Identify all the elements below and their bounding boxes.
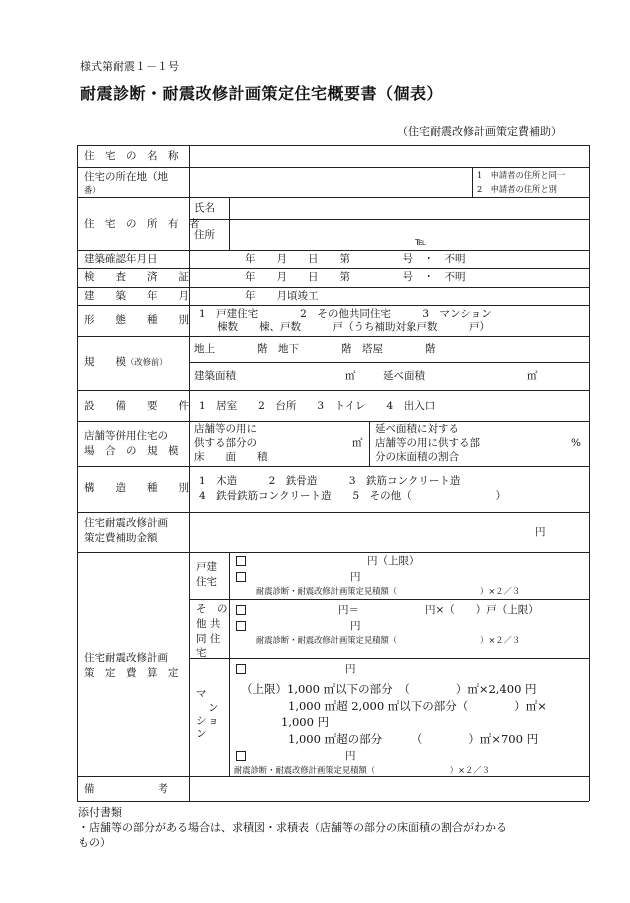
location-option-different[interactable]: 2 申請者の住所と別 bbox=[477, 184, 557, 194]
subsidy-unit: 円 bbox=[535, 526, 546, 538]
other-shared-label-1: そ の bbox=[196, 603, 228, 615]
mansion-amount-unit-2: 円 bbox=[345, 750, 356, 762]
attachments-note-2: もの） bbox=[78, 836, 111, 849]
mansion-checkbox-1[interactable] bbox=[236, 664, 246, 674]
other-shared-checkbox-1[interactable] bbox=[236, 605, 246, 615]
structure-options-1[interactable]: 1 木造 2 鉄骨造 3 鉄筋コンクリート造 bbox=[199, 475, 461, 487]
form-type-counts[interactable]: 棟数 棟、戸数 戸（うち補助対象戸数 戸） bbox=[217, 321, 490, 333]
other-shared-estimate[interactable]: 耐震診断・耐震改修計画策定見積額（ ）×２／３ bbox=[256, 635, 521, 645]
label-building-confirmation: 建築確認年月日 bbox=[84, 253, 158, 265]
shop-area-unit: ㎡ bbox=[352, 437, 363, 449]
page-title: 耐震診断・耐震改修計画策定住宅概要書（個表） bbox=[80, 84, 444, 103]
scale-floors[interactable]: 地上 階 地下 階 塔屋 階 bbox=[194, 343, 436, 355]
building-area-label: 建築面積 bbox=[194, 370, 236, 382]
building-confirmation-value[interactable]: 年 月 日 第 号 ・ 不明 bbox=[245, 253, 466, 265]
structure-options-2[interactable]: 4 鉄骨鉄筋コンクリート造 5 その他（ ） bbox=[199, 490, 507, 502]
mansion-tier-3[interactable]: 1,000 ㎡超の部分 （ ）㎡×700 円 bbox=[288, 732, 539, 746]
floor-area-unit: ㎡ bbox=[527, 370, 538, 382]
mansion-amount-unit: 円 bbox=[345, 663, 356, 675]
mansion-label-1: マ bbox=[196, 688, 207, 700]
other-shared-formula-b: 円×（ ）戸（上限） bbox=[425, 604, 539, 616]
detached-label-1: 戸建 bbox=[196, 561, 217, 573]
shop-ratio-unit: % bbox=[571, 437, 581, 449]
detached-checkbox-1[interactable] bbox=[236, 556, 246, 566]
shop-area-label-3: 床 面 積 bbox=[194, 451, 268, 463]
attachments-note: ・店舗等の部分がある場合は、求積図・求積表（店舗等の部分の床面積の割合がわかる bbox=[78, 821, 507, 834]
shop-area-label-1: 店舗等の用に bbox=[194, 423, 257, 435]
label-scale: 規 模（改修前） bbox=[84, 356, 168, 368]
form-number: 様式第耐震１－１号 bbox=[80, 60, 179, 73]
label-subsidy-1: 住宅耐震改修計画 bbox=[84, 517, 168, 529]
label-structure: 構 造 種 別 bbox=[84, 482, 189, 494]
detached-estimate[interactable]: 耐震診断・耐震改修計画策定見積額（ ）×２／３ bbox=[256, 586, 521, 596]
detached-limit: 円（上限） bbox=[367, 555, 420, 567]
mansion-label-3: シ bbox=[196, 715, 207, 727]
inspection-value[interactable]: 年 月 日 第 号 ・ 不明 bbox=[245, 271, 466, 283]
label-inspection: 検 査 済 証 bbox=[84, 271, 189, 283]
mansion-estimate[interactable]: 耐震診断・耐震改修計画策定見積額（ ）×２／３ bbox=[234, 765, 490, 775]
label-shop-combined: 店舗等併用住宅の bbox=[84, 430, 168, 442]
label-owner: 住 宅 の 所 有 者 bbox=[84, 218, 200, 230]
shop-ratio-label-1: 延べ面積に対する bbox=[375, 423, 459, 435]
mansion-label-4: ョ bbox=[208, 715, 219, 727]
other-shared-label-2: 他 共 bbox=[196, 618, 221, 630]
floor-area-label: 延べ面積 bbox=[383, 370, 425, 382]
detached-label-2: 住宅 bbox=[196, 576, 217, 588]
mansion-tier-1[interactable]: （上限）1,000 ㎡以下の部分 （ ）㎡×2,400 円 bbox=[241, 682, 537, 696]
mansion-checkbox-2[interactable] bbox=[236, 751, 246, 761]
mansion-tier-2[interactable]: 1,000 ㎡超 2,000 ㎡以下の部分（ ）㎡× bbox=[288, 699, 547, 713]
label-equipment: 設 備 要 件 bbox=[84, 400, 189, 412]
other-shared-checkbox-2[interactable] bbox=[236, 621, 246, 631]
label-calc-2: 策 定 費 算 定 bbox=[84, 667, 179, 679]
shop-ratio-label-3: 分の床面積の割合 bbox=[375, 451, 459, 463]
label-calc-1: 住宅耐震改修計画 bbox=[84, 652, 168, 664]
label-house-location-2: 番） bbox=[84, 185, 101, 195]
detached-amount-unit: 円 bbox=[350, 571, 361, 583]
detached-checkbox-2[interactable] bbox=[236, 572, 246, 582]
telephone-icon: ℡ bbox=[415, 236, 427, 248]
page-subtitle: （住宅耐震改修計画策定費補助） bbox=[397, 125, 562, 138]
equipment-options[interactable]: 1 居室 2 台所 3 トイレ 4 出入口 bbox=[199, 400, 436, 412]
shop-area-label-2: 供する部分の bbox=[194, 437, 257, 449]
shop-ratio-label-2: 店舗等の用に供する部 bbox=[375, 437, 480, 449]
label-shop-scale: 場 合 の 規 模 bbox=[84, 445, 179, 457]
attachments-heading: 添付書類 bbox=[78, 806, 122, 819]
label-form-type: 形 態 種 別 bbox=[84, 314, 189, 326]
form-type-options[interactable]: 1 戸建住宅 2 その他共同住宅 3 マンション bbox=[199, 308, 492, 320]
mansion-label-2: ン bbox=[208, 702, 219, 714]
location-option-same[interactable]: 1 申請者の住所と同一 bbox=[477, 170, 566, 180]
label-house-name: 住 宅 の 名 称 bbox=[84, 150, 179, 162]
owner-address-label: 住所 bbox=[194, 229, 215, 241]
mansion-tier-2-rate: 1,000 円 bbox=[281, 715, 330, 729]
label-remarks: 備 考 bbox=[84, 783, 168, 795]
label-house-location: 住宅の所在地（地 bbox=[84, 171, 168, 183]
label-subsidy-2: 策定費補助金額 bbox=[84, 532, 158, 544]
other-shared-label-4: 宅 bbox=[196, 647, 207, 659]
other-shared-label-3: 同 住 bbox=[196, 633, 221, 645]
owner-name-label: 氏名 bbox=[194, 202, 215, 214]
mansion-label-5: ン bbox=[196, 728, 207, 740]
build-year-value[interactable]: 年 月頃竣工 bbox=[245, 290, 319, 302]
building-area-unit: ㎡ bbox=[345, 370, 356, 382]
label-build-year: 建 築 年 月 bbox=[84, 290, 189, 302]
other-shared-amount-unit: 円 bbox=[350, 620, 361, 632]
other-shared-formula-a: 円＝ bbox=[338, 604, 359, 616]
